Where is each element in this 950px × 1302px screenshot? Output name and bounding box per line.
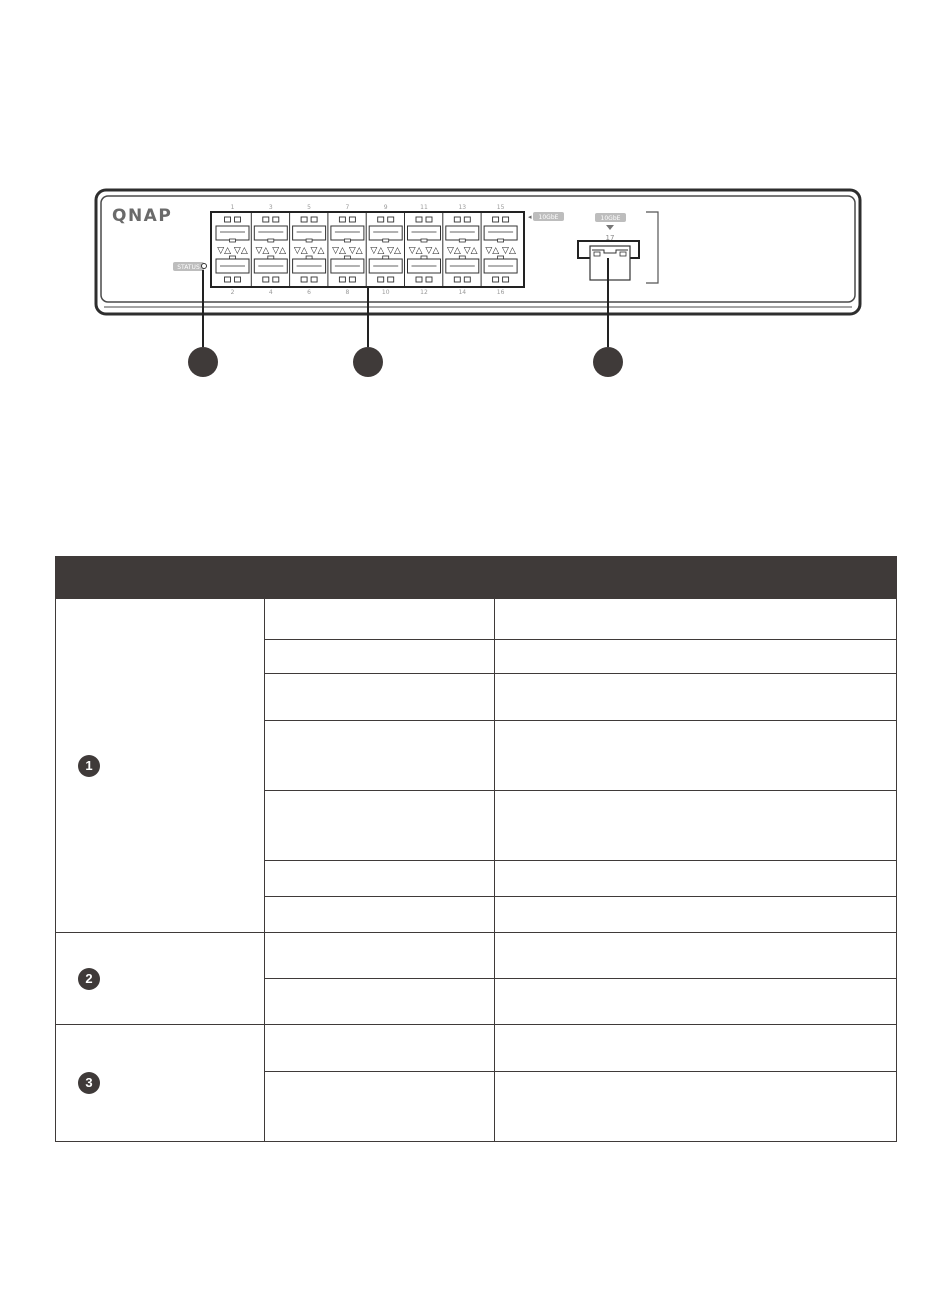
port-number-top: 11	[420, 204, 428, 211]
port-led	[426, 277, 432, 282]
port-led	[416, 217, 422, 222]
port-number-top: 3	[268, 204, 273, 211]
port-led	[349, 217, 355, 222]
callout-circle-3	[593, 347, 623, 377]
table-cell	[495, 721, 897, 791]
table-cell	[495, 599, 897, 640]
port-direction-arrows: ▽△ ▽△	[408, 246, 440, 256]
port-direction-arrows: ▽△ ▽△	[370, 246, 401, 256]
port-led	[426, 217, 432, 222]
table-row	[56, 599, 897, 640]
port-led	[225, 277, 231, 282]
table-cell	[265, 599, 495, 640]
port-led	[454, 277, 460, 282]
status-label: STATUS	[177, 264, 200, 271]
port-led	[493, 217, 499, 222]
table-cell	[265, 674, 495, 721]
table-header-row	[56, 557, 897, 599]
port-number-bottom: 2	[230, 289, 235, 296]
table-cell	[495, 1072, 897, 1142]
port-led	[339, 277, 345, 282]
port-led	[388, 277, 394, 282]
group-number-badge: 1	[78, 755, 100, 777]
port-led	[311, 277, 317, 282]
rj45-port	[590, 246, 630, 280]
group-number-badge: 2	[78, 968, 100, 990]
header-cell	[56, 557, 265, 599]
port-number-top: 5	[307, 204, 312, 211]
port-number-bottom: 12	[420, 289, 428, 296]
port-led	[493, 277, 499, 282]
port-number-top: 15	[496, 204, 505, 211]
port-led	[503, 277, 509, 282]
port-number-bottom: 4	[268, 289, 273, 296]
sfp-port-top	[331, 226, 364, 240]
sfp-speed-label: 10GbE	[538, 214, 559, 221]
port-number-bottom: 6	[307, 289, 312, 296]
sfp-port-top	[216, 226, 249, 240]
port-number-top: 7	[345, 204, 350, 211]
sfp-port-top	[254, 226, 287, 240]
port-number-bottom: 14	[458, 289, 467, 296]
port-direction-arrows: ▽△ ▽△	[217, 246, 248, 256]
port-led	[349, 277, 355, 282]
port-led	[503, 217, 509, 222]
port-number-top: 1	[230, 204, 235, 211]
port-led	[263, 277, 269, 282]
table-cell	[265, 640, 495, 674]
spec-table	[55, 556, 897, 1142]
table-cell	[265, 979, 495, 1025]
switch-front-panel-diagram	[0, 0, 950, 400]
sfp-port-top	[369, 226, 402, 240]
port-led	[339, 217, 345, 222]
port-led	[464, 277, 470, 282]
table-cell	[495, 1025, 897, 1072]
port-led	[235, 277, 241, 282]
rj45-speed-label: 10GbE	[600, 215, 621, 222]
table-row	[56, 933, 897, 979]
sfp-port-top	[484, 226, 517, 240]
port-number-top: 13	[458, 204, 467, 211]
table-cell	[495, 791, 897, 861]
table-cell	[495, 674, 897, 721]
brand-logo: QNAP	[112, 206, 173, 226]
table-cell	[495, 933, 897, 979]
group-number-badge: 3	[78, 1072, 100, 1094]
table-cell	[265, 861, 495, 897]
port-led	[388, 217, 394, 222]
sfp-port-top	[446, 226, 479, 240]
table-cell	[265, 721, 495, 791]
port-direction-arrows: ▽△ ▽△	[485, 246, 516, 256]
port-number-bottom: 8	[345, 289, 350, 296]
number-cell	[56, 1025, 265, 1142]
table-cell	[265, 897, 495, 933]
port-led	[301, 217, 307, 222]
port-led	[416, 277, 422, 282]
sfp-port-top	[293, 226, 326, 240]
port-direction-arrows: ▽△ ▽△	[332, 246, 363, 256]
port-led	[235, 217, 241, 222]
port-led	[273, 217, 279, 222]
callout-circle-2	[353, 347, 383, 377]
status-led	[202, 264, 207, 269]
port-number-top: 9	[383, 204, 388, 211]
table-cell	[265, 933, 495, 979]
port-led	[454, 217, 460, 222]
table-cell	[495, 640, 897, 674]
port-led	[378, 217, 384, 222]
port-direction-arrows: ▽△ ▽△	[293, 246, 325, 256]
svg-text:◂: ◂	[528, 213, 532, 221]
header-cell	[495, 557, 897, 599]
port-direction-arrows: ▽△ ▽△	[255, 246, 287, 256]
sfp-port-top	[408, 226, 441, 240]
port-led	[464, 217, 470, 222]
port-led	[311, 217, 317, 222]
port-direction-arrows: ▽△ ▽△	[447, 246, 478, 256]
table-cell	[495, 979, 897, 1025]
number-cell	[56, 933, 265, 1025]
port-number-bottom: 16	[496, 289, 505, 296]
port-led	[225, 217, 231, 222]
number-cell	[56, 599, 265, 933]
table-cell	[265, 1072, 495, 1142]
table-cell	[265, 791, 495, 861]
table-cell	[495, 897, 897, 933]
port-led	[378, 277, 384, 282]
rj45-port-number: 17	[605, 234, 615, 242]
table-cell	[495, 861, 897, 897]
table-row	[56, 1025, 897, 1072]
header-cell	[265, 557, 495, 599]
callout-circle-1	[188, 347, 218, 377]
port-led	[273, 277, 279, 282]
table-cell	[265, 1025, 495, 1072]
port-led	[263, 217, 269, 222]
port-led	[301, 277, 307, 282]
port-number-bottom: 10	[381, 289, 390, 296]
